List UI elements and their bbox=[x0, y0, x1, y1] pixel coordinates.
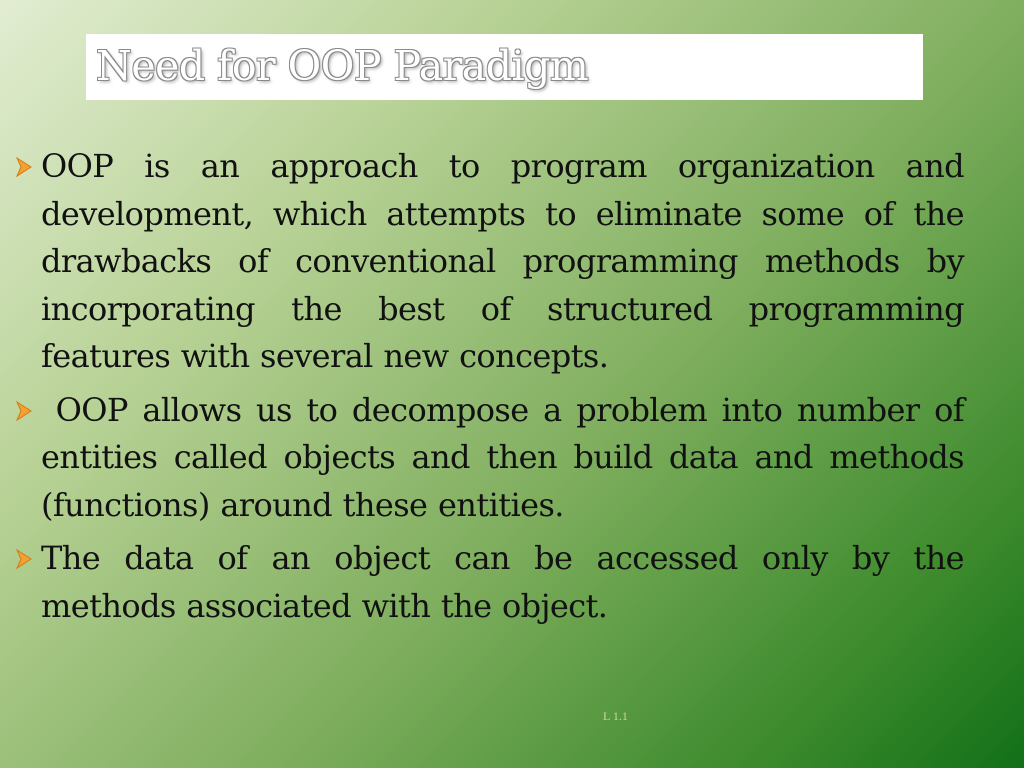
arrow-bullet-icon bbox=[14, 547, 36, 571]
bullet-text: The data of an object can be accessed only by the methods associated with the object. bbox=[41, 539, 964, 625]
arrow-bullet-icon bbox=[14, 155, 36, 179]
arrow-bullet-icon bbox=[14, 399, 36, 423]
bullet-text: OOP allows us to decompose a problem into number of entities called objects and then build data and methods (functions) around these entities. bbox=[41, 390, 975, 524]
bullet-item bbox=[14, 387, 975, 530]
slide-footer-label: L 1.1 bbox=[603, 709, 628, 723]
slide-title: Need for OOP Paradigm bbox=[96, 42, 589, 90]
title-box bbox=[86, 34, 923, 100]
bullet-list bbox=[14, 143, 975, 636]
bullet-item bbox=[14, 535, 964, 630]
bullet-text: OOP is an approach to program organization and development, which attempts to eliminate some of the drawbacks of conventional programming methods by incorporating the best of structured programming features with several new concepts. bbox=[41, 147, 964, 375]
bullet-item bbox=[14, 143, 964, 381]
